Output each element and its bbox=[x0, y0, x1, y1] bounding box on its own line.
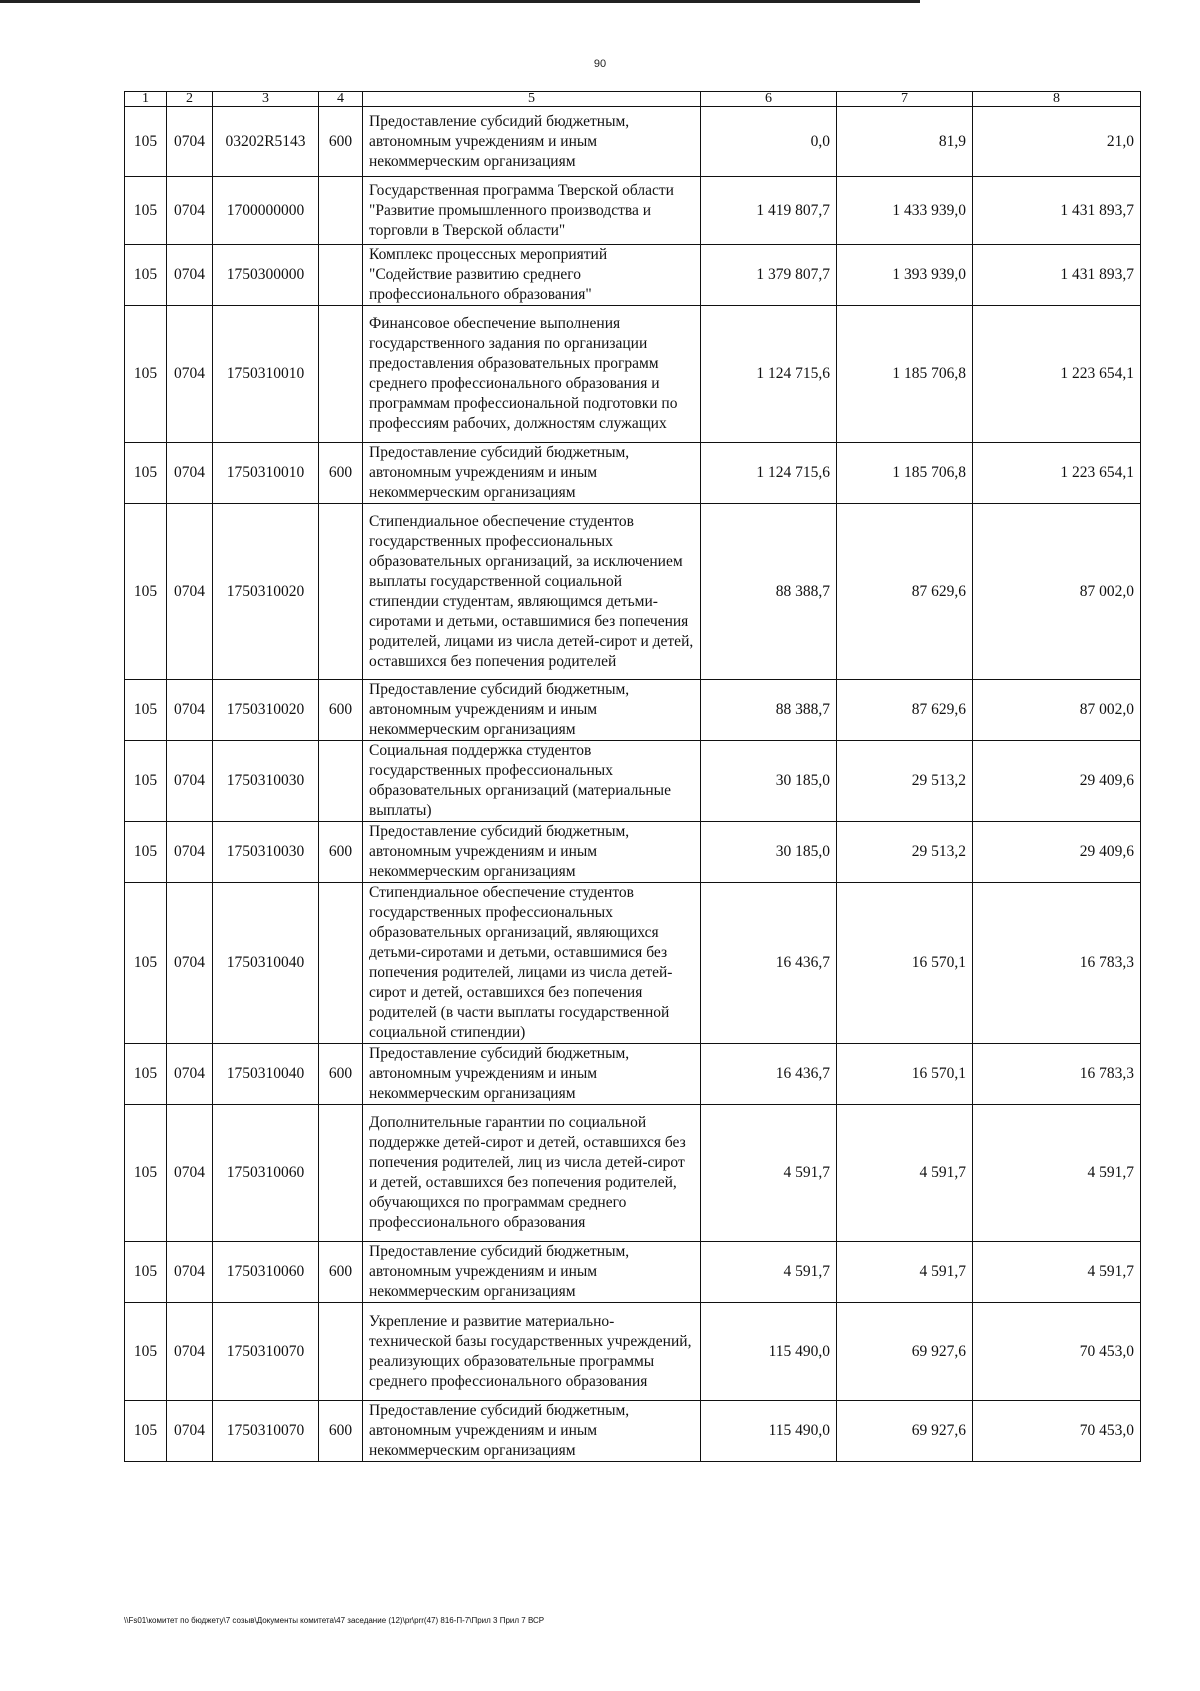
cell-ministry-code: 105 bbox=[125, 741, 167, 822]
cell-description: Предоставление субсидий бюджетным, автономным учреждениям и иным некоммерческим организациям bbox=[363, 1401, 701, 1462]
cell-amount-year2: 81,9 bbox=[837, 107, 973, 177]
cell-target-code: 1750310060 bbox=[213, 1242, 319, 1303]
cell-expense-type bbox=[319, 1303, 363, 1401]
cell-section-code: 0704 bbox=[167, 1044, 213, 1105]
cell-expense-type bbox=[319, 177, 363, 245]
cell-description: Стипендиальное обеспечение студентов государственных профессиональных образовательных организаций, за исключением выплаты государственной социальной стипендии студентам, являющимся детьми- сиротами и детьми, оставшимися без попечения родителей, лицами из числа детей-сирот и детей, оставшихся без попечения родителей bbox=[363, 504, 701, 680]
cell-expense-type bbox=[319, 504, 363, 680]
cell-section-code: 0704 bbox=[167, 177, 213, 245]
cell-section-code: 0704 bbox=[167, 680, 213, 741]
cell-ministry-code: 105 bbox=[125, 1044, 167, 1105]
cell-amount-year2: 1 185 706,8 bbox=[837, 306, 973, 443]
table-row bbox=[125, 680, 1141, 741]
cell-section-code: 0704 bbox=[167, 107, 213, 177]
table-row bbox=[125, 1105, 1141, 1242]
cell-amount-year2: 29 513,2 bbox=[837, 741, 973, 822]
cell-ministry-code: 105 bbox=[125, 107, 167, 177]
cell-expense-type bbox=[319, 883, 363, 1044]
cell-amount-year3: 1 223 654,1 bbox=[973, 306, 1141, 443]
scan-edge-line bbox=[0, 0, 920, 3]
cell-amount-year2: 1 185 706,8 bbox=[837, 443, 973, 504]
cell-ministry-code: 105 bbox=[125, 306, 167, 443]
column-header: 7 bbox=[837, 92, 973, 107]
cell-expense-type: 600 bbox=[319, 1242, 363, 1303]
cell-section-code: 0704 bbox=[167, 1105, 213, 1242]
cell-description: Комплекс процессных мероприятий "Содействие развитию среднего профессионального образования" bbox=[363, 245, 701, 306]
cell-amount-year1: 4 591,7 bbox=[701, 1105, 837, 1242]
table-row bbox=[125, 1401, 1141, 1462]
table-row bbox=[125, 504, 1141, 680]
cell-amount-year1: 1 419 807,7 bbox=[701, 177, 837, 245]
column-header: 5 bbox=[363, 92, 701, 107]
cell-amount-year3: 1 223 654,1 bbox=[973, 443, 1141, 504]
table-row bbox=[125, 107, 1141, 177]
column-header: 1 bbox=[125, 92, 167, 107]
cell-amount-year1: 16 436,7 bbox=[701, 883, 837, 1044]
cell-amount-year3: 87 002,0 bbox=[973, 680, 1141, 741]
cell-amount-year2: 69 927,6 bbox=[837, 1303, 973, 1401]
cell-amount-year2: 1 393 939,0 bbox=[837, 245, 973, 306]
cell-amount-year3: 21,0 bbox=[973, 107, 1141, 177]
cell-amount-year3: 70 453,0 bbox=[973, 1303, 1141, 1401]
table-row bbox=[125, 245, 1141, 306]
table-row bbox=[125, 1303, 1141, 1401]
cell-target-code: 1750310070 bbox=[213, 1303, 319, 1401]
cell-description: Предоставление субсидий бюджетным, автономным учреждениям и иным некоммерческим организациям bbox=[363, 1044, 701, 1105]
cell-target-code: 1750310020 bbox=[213, 504, 319, 680]
cell-expense-type bbox=[319, 306, 363, 443]
cell-ministry-code: 105 bbox=[125, 822, 167, 883]
cell-amount-year1: 4 591,7 bbox=[701, 1242, 837, 1303]
cell-expense-type bbox=[319, 1105, 363, 1242]
column-header: 8 bbox=[973, 92, 1141, 107]
cell-section-code: 0704 bbox=[167, 443, 213, 504]
cell-expense-type: 600 bbox=[319, 107, 363, 177]
cell-amount-year3: 4 591,7 bbox=[973, 1105, 1141, 1242]
cell-amount-year3: 29 409,6 bbox=[973, 741, 1141, 822]
column-header: 6 bbox=[701, 92, 837, 107]
cell-target-code: 1750310040 bbox=[213, 883, 319, 1044]
cell-amount-year3: 87 002,0 bbox=[973, 504, 1141, 680]
cell-ministry-code: 105 bbox=[125, 1105, 167, 1242]
cell-ministry-code: 105 bbox=[125, 680, 167, 741]
cell-amount-year2: 69 927,6 bbox=[837, 1401, 973, 1462]
column-header: 4 bbox=[319, 92, 363, 107]
cell-expense-type: 600 bbox=[319, 443, 363, 504]
cell-amount-year1: 115 490,0 bbox=[701, 1401, 837, 1462]
cell-amount-year2: 16 570,1 bbox=[837, 883, 973, 1044]
cell-target-code: 03202R5143 bbox=[213, 107, 319, 177]
cell-amount-year1: 1 124 715,6 bbox=[701, 443, 837, 504]
cell-amount-year1: 30 185,0 bbox=[701, 822, 837, 883]
cell-description: Предоставление субсидий бюджетным, автономным учреждениям и иным некоммерческим организациям bbox=[363, 107, 701, 177]
cell-amount-year1: 1 379 807,7 bbox=[701, 245, 837, 306]
cell-target-code: 1750310010 bbox=[213, 443, 319, 504]
cell-description: Предоставление субсидий бюджетным, автономным учреждениям и иным некоммерческим организациям bbox=[363, 1242, 701, 1303]
cell-section-code: 0704 bbox=[167, 1401, 213, 1462]
cell-description: Социальная поддержка студентов государственных профессиональных образовательных организаций (материальные выплаты) bbox=[363, 741, 701, 822]
cell-amount-year2: 87 629,6 bbox=[837, 680, 973, 741]
cell-ministry-code: 105 bbox=[125, 504, 167, 680]
cell-ministry-code: 105 bbox=[125, 245, 167, 306]
cell-target-code: 1750310030 bbox=[213, 741, 319, 822]
cell-amount-year3: 16 783,3 bbox=[973, 883, 1141, 1044]
cell-target-code: 1750310010 bbox=[213, 306, 319, 443]
cell-section-code: 0704 bbox=[167, 1303, 213, 1401]
footer-file-path: \\Fs01\комитет по бюджету\7 созыв\Документы комитета\47 заседание (12)\pr\prr(47) 816-П-7\Прил 3 Прил 7 ВСР bbox=[124, 1616, 545, 1625]
cell-target-code: 1750310030 bbox=[213, 822, 319, 883]
cell-section-code: 0704 bbox=[167, 306, 213, 443]
cell-description: Укрепление и развитие материально- технической базы государственных учреждений, реализующих образовательные программы среднего профессионального образования bbox=[363, 1303, 701, 1401]
cell-section-code: 0704 bbox=[167, 822, 213, 883]
cell-ministry-code: 105 bbox=[125, 443, 167, 504]
cell-amount-year2: 4 591,7 bbox=[837, 1242, 973, 1303]
cell-section-code: 0704 bbox=[167, 883, 213, 1044]
column-header: 3 bbox=[213, 92, 319, 107]
cell-amount-year1: 0,0 bbox=[701, 107, 837, 177]
cell-ministry-code: 105 bbox=[125, 883, 167, 1044]
cell-description: Предоставление субсидий бюджетным, автономным учреждениям и иным некоммерческим организациям bbox=[363, 443, 701, 504]
table-row bbox=[125, 443, 1141, 504]
cell-description: Стипендиальное обеспечение студентов государственных профессиональных образовательных организаций, являющихся детьми-сиротами и детьми, оставшимися без попечения родителей, лицами из числа детей- сирот и детей, оставшихся без попечения родителей (в части выплаты государственной социальной стипендии) bbox=[363, 883, 701, 1044]
cell-section-code: 0704 bbox=[167, 245, 213, 306]
cell-target-code: 1750310020 bbox=[213, 680, 319, 741]
cell-amount-year3: 4 591,7 bbox=[973, 1242, 1141, 1303]
table-row bbox=[125, 883, 1141, 1044]
cell-amount-year2: 87 629,6 bbox=[837, 504, 973, 680]
cell-ministry-code: 105 bbox=[125, 1303, 167, 1401]
cell-ministry-code: 105 bbox=[125, 1401, 167, 1462]
table-row bbox=[125, 177, 1141, 245]
cell-amount-year2: 16 570,1 bbox=[837, 1044, 973, 1105]
cell-target-code: 1750300000 bbox=[213, 245, 319, 306]
cell-target-code: 1750310070 bbox=[213, 1401, 319, 1462]
cell-expense-type bbox=[319, 245, 363, 306]
cell-section-code: 0704 bbox=[167, 741, 213, 822]
cell-target-code: 1700000000 bbox=[213, 177, 319, 245]
cell-amount-year1: 1 124 715,6 bbox=[701, 306, 837, 443]
cell-amount-year1: 115 490,0 bbox=[701, 1303, 837, 1401]
table-row bbox=[125, 306, 1141, 443]
cell-description: Предоставление субсидий бюджетным, автономным учреждениям и иным некоммерческим организациям bbox=[363, 680, 701, 741]
cell-ministry-code: 105 bbox=[125, 177, 167, 245]
cell-description: Финансовое обеспечение выполнения государственного задания по организации предоставления образовательных программ среднего профессионального образования и программам профессиональной подготовки по профессиям рабочих, должностям служащих bbox=[363, 306, 701, 443]
table-row bbox=[125, 1044, 1141, 1105]
budget-table bbox=[124, 91, 1141, 1462]
cell-expense-type: 600 bbox=[319, 680, 363, 741]
cell-target-code: 1750310060 bbox=[213, 1105, 319, 1242]
cell-amount-year1: 88 388,7 bbox=[701, 504, 837, 680]
table-row bbox=[125, 822, 1141, 883]
column-header: 2 bbox=[167, 92, 213, 107]
cell-amount-year2: 29 513,2 bbox=[837, 822, 973, 883]
cell-section-code: 0704 bbox=[167, 1242, 213, 1303]
cell-amount-year3: 29 409,6 bbox=[973, 822, 1141, 883]
header-row bbox=[125, 92, 1141, 107]
cell-amount-year3: 1 431 893,7 bbox=[973, 245, 1141, 306]
cell-amount-year1: 30 185,0 bbox=[701, 741, 837, 822]
cell-section-code: 0704 bbox=[167, 504, 213, 680]
cell-expense-type bbox=[319, 741, 363, 822]
cell-expense-type: 600 bbox=[319, 1401, 363, 1462]
cell-amount-year1: 88 388,7 bbox=[701, 680, 837, 741]
cell-ministry-code: 105 bbox=[125, 1242, 167, 1303]
cell-amount-year3: 16 783,3 bbox=[973, 1044, 1141, 1105]
cell-expense-type: 600 bbox=[319, 1044, 363, 1105]
cell-amount-year2: 4 591,7 bbox=[837, 1105, 973, 1242]
cell-amount-year2: 1 433 939,0 bbox=[837, 177, 973, 245]
cell-amount-year3: 1 431 893,7 bbox=[973, 177, 1141, 245]
cell-amount-year3: 70 453,0 bbox=[973, 1401, 1141, 1462]
page-number: 90 bbox=[593, 58, 607, 70]
cell-expense-type: 600 bbox=[319, 822, 363, 883]
cell-description: Дополнительные гарантии по социальной поддержке детей-сирот и детей, оставшихся без попечения родителей, лиц из числа детей-сирот и детей, оставшихся без попечения родителей, обучающихся по программам среднего профессионального образования bbox=[363, 1105, 701, 1242]
cell-target-code: 1750310040 bbox=[213, 1044, 319, 1105]
table-row bbox=[125, 1242, 1141, 1303]
cell-description: Государственная программа Тверской области "Развитие промышленного производства и торговли в Тверской области" bbox=[363, 177, 701, 245]
table-row bbox=[125, 741, 1141, 822]
cell-amount-year1: 16 436,7 bbox=[701, 1044, 837, 1105]
cell-description: Предоставление субсидий бюджетным, автономным учреждениям и иным некоммерческим организациям bbox=[363, 822, 701, 883]
